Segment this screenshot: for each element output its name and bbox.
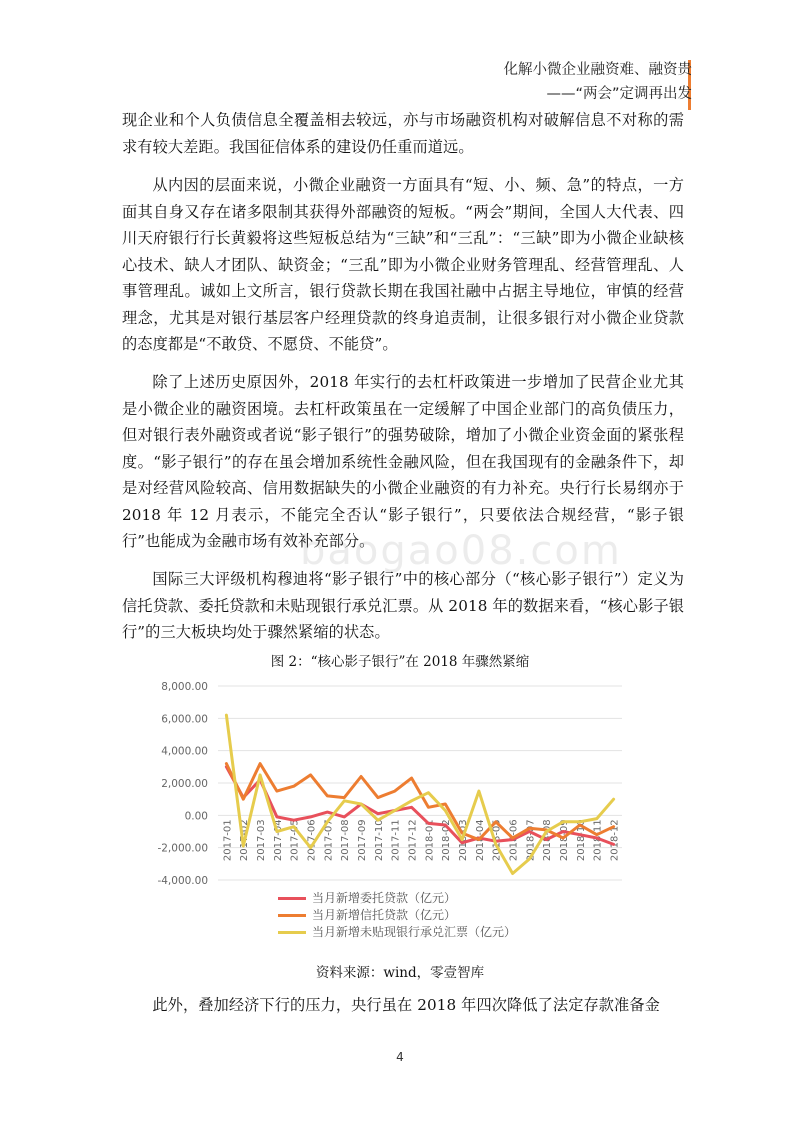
y-tick-label: 2,000.00 — [161, 778, 208, 790]
legend-item-entrusted-loans — [278, 890, 516, 907]
x-tick-label: 2018-02 — [441, 819, 453, 862]
x-tick-label: 2018-04 — [474, 819, 486, 862]
paragraph-1: 现企业和个人负债信息全覆盖相去较远，亦与市场融资机构对破解信息不对称的需求有较大差距。我国征信体系的建设仍任重而道远。 — [122, 111, 684, 156]
legend-swatch — [278, 914, 306, 917]
paragraph-4: 国际三大评级机构穆迪将“影子银行”中的核心部分（“核心影子银行”）定义为信托贷款、委托贷款和未贴现银行承兑汇票。从 2018 年的数据来看，“核心影子银行”的三大板块均处于骤然紧缩的状态。 — [122, 570, 684, 641]
x-tick-label: 2018-03 — [458, 819, 470, 862]
figure-caption: 图 2：“核心影子银行”在 2018 年骤然紧缩 — [270, 654, 530, 670]
x-tick-label: 2017-10 — [373, 819, 385, 862]
x-tick-label: 2017-09 — [357, 819, 369, 862]
legend-swatch — [278, 897, 306, 900]
legend-label: 当月新增委托贷款（亿元） — [312, 891, 457, 905]
y-tick-label: -4,000.00 — [157, 875, 208, 887]
watermark: baogao08.com — [300, 528, 622, 574]
x-tick-label: 2017-08 — [340, 819, 352, 862]
x-tick-label: 2018-07 — [525, 819, 537, 862]
line-chart — [140, 668, 640, 890]
y-tick-label: -2,000.00 — [157, 842, 208, 855]
x-tick-label: 2017-07 — [323, 819, 335, 862]
paragraph-5: 此外，叠加经济下行的压力，央行虽在 2018 年四次降低了法定存款准备金 — [152, 996, 660, 1014]
x-tick-label: 2017-12 — [407, 819, 419, 862]
x-tick-label: 2017-04 — [272, 819, 284, 862]
x-tick-label: 2018-10 — [575, 819, 587, 862]
page-number: 4 — [396, 1050, 404, 1064]
running-header — [504, 58, 693, 106]
header-title: 化解小微企业融资难、融资贵 — [503, 62, 692, 78]
paragraph-2: 从内因的层面来说，小微企业融资一方面具有“短、小、频、急”的特点，一方面其自身又存在诸多限制其获得外部融资的短板。“两会”期间，全国人大代表、四川天府银行行长黄毅将这些短板总结为“三缺”和“三乱”：“三缺”即为小微企业缺核心技术、缺人才团队、缺资金；“三乱”即为小微企业财务管理乱、经营管理乱、人事管理乱。诚如上文所言，银行贷款长期在我国社融中占据主导地位，审慎的经营理念，尤其是对银行基层客户经理贷款的终身追责制，让很多银行对小微企业贷款的态度都是“不敢贷、不愿贷、不能贷”。 — [122, 176, 684, 353]
legend-swatch — [278, 931, 306, 934]
chart-legend — [278, 890, 516, 941]
legend-item-trust-loans — [278, 907, 516, 924]
y-tick-label: 4,000.00 — [161, 745, 208, 758]
x-tick-label: 2018-08 — [542, 819, 554, 862]
legend-item-bank-acceptance — [278, 924, 516, 941]
x-tick-label: 2018-09 — [559, 819, 571, 862]
x-tick-label: 2017-01 — [222, 819, 234, 862]
x-tick-label: 2017-06 — [306, 819, 318, 862]
legend-label: 当月新增信托贷款（亿元） — [312, 908, 457, 922]
x-tick-label: 2017-03 — [256, 819, 268, 862]
legend-label: 当月新增未贴现银行承兑汇票（亿元） — [312, 925, 517, 939]
y-tick-label: 6,000.00 — [161, 713, 208, 726]
x-tick-label: 2018-11 — [592, 819, 604, 862]
x-tick-label: 2017-11 — [390, 819, 402, 862]
x-tick-label: 2018-01 — [424, 819, 436, 862]
x-tick-label: 2017-02 — [239, 819, 251, 862]
x-tick-label: 2018-12 — [609, 819, 621, 862]
x-tick-label: 2018-05 — [491, 819, 503, 862]
y-tick-label: 0.00 — [184, 810, 208, 823]
header-subtitle: ——“两会”定调再出发 — [546, 86, 692, 102]
y-tick-label: 8,000.00 — [161, 681, 208, 693]
x-tick-label: 2017-05 — [289, 819, 301, 862]
x-tick-label: 2018-06 — [508, 819, 520, 862]
source-note: 资料来源：wind，零壹智库 — [315, 965, 485, 981]
paragraph-3: 除了上述历史原因外，2018 年实行的去杠杆政策进一步增加了民营企业尤其是小微企业的融资困境。去杠杆政策虽在一定缓解了中国企业部门的高负债压力，但对银行表外融资或者说“影子银行”的强势破除，增加了小微企业资金面的紧张程度。“影子银行”的存在虽会增加系统性金融风险，但在我国现有的金融条件下，却是对经营风险较高、信用数据缺失的小微企业融资的有力补充。央行行长易纲亦于 2018 年 12 月表示，不能完全否认“影子银行”，只要依法合规经营，“影子银行”也能成为金融市场有效补充部分。 — [122, 373, 684, 550]
